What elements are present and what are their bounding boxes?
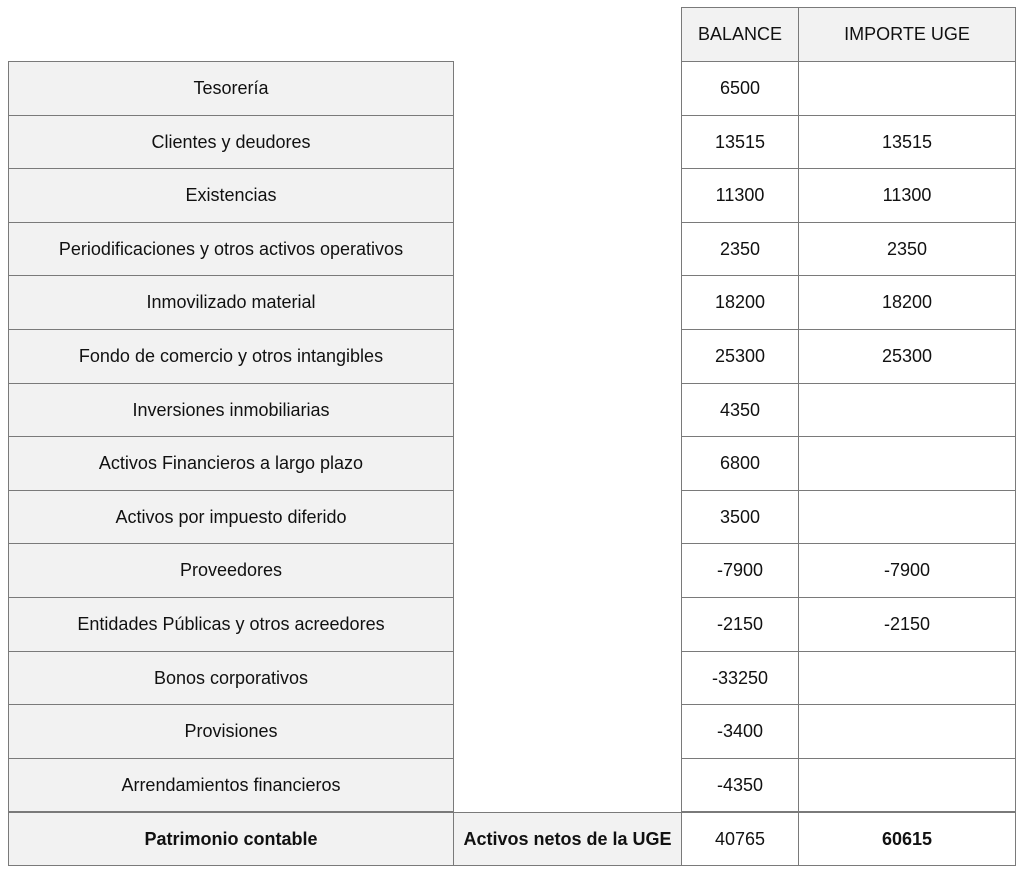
row-uge — [798, 436, 1016, 491]
row-uge: 11300 — [798, 168, 1016, 223]
uge-total: 60615 — [798, 812, 1016, 866]
row-uge — [798, 383, 1016, 437]
row-label: Bonos corporativos — [8, 651, 454, 705]
row-label: Provisiones — [8, 704, 454, 759]
row-uge — [798, 758, 1016, 812]
row-label: Tesorería — [8, 61, 454, 116]
row-uge: 13515 — [798, 115, 1016, 169]
row-balance: 25300 — [681, 329, 799, 384]
row-label: Entidades Públicas y otros acreedores — [8, 597, 454, 652]
equity-label: Patrimonio contable — [8, 812, 454, 866]
row-balance: -7900 — [681, 543, 799, 598]
row-balance: -33250 — [681, 651, 799, 705]
header-balance: BALANCE — [681, 7, 799, 62]
row-label: Fondo de comercio y otros intangibles — [8, 329, 454, 384]
row-uge: 25300 — [798, 329, 1016, 384]
row-label: Inmovilizado material — [8, 275, 454, 330]
row-uge — [798, 651, 1016, 705]
row-uge: 18200 — [798, 275, 1016, 330]
row-balance: 6800 — [681, 436, 799, 491]
row-balance: 13515 — [681, 115, 799, 169]
row-label: Activos por impuesto diferido — [8, 490, 454, 544]
net-assets-label: Activos netos de la UGE — [453, 812, 682, 866]
row-balance: 11300 — [681, 168, 799, 223]
row-uge: -7900 — [798, 543, 1016, 598]
row-balance: -2150 — [681, 597, 799, 652]
row-label: Clientes y deudores — [8, 115, 454, 169]
row-uge: -2150 — [798, 597, 1016, 652]
row-label: Periodificaciones y otros activos operativos — [8, 222, 454, 276]
row-balance: -3400 — [681, 704, 799, 759]
header-importe-uge: IMPORTE UGE — [798, 7, 1016, 62]
row-balance: 2350 — [681, 222, 799, 276]
row-balance: 6500 — [681, 61, 799, 116]
row-label: Proveedores — [8, 543, 454, 598]
row-uge — [798, 704, 1016, 759]
balance-total: 40765 — [681, 812, 799, 866]
row-balance: 3500 — [681, 490, 799, 544]
row-label: Inversiones inmobiliarias — [8, 383, 454, 437]
row-balance: -4350 — [681, 758, 799, 812]
row-balance: 18200 — [681, 275, 799, 330]
row-uge — [798, 490, 1016, 544]
row-uge: 2350 — [798, 222, 1016, 276]
row-label: Existencias — [8, 168, 454, 223]
row-uge — [798, 61, 1016, 116]
row-label: Arrendamientos financieros — [8, 758, 454, 812]
row-balance: 4350 — [681, 383, 799, 437]
row-label: Activos Financieros a largo plazo — [8, 436, 454, 491]
